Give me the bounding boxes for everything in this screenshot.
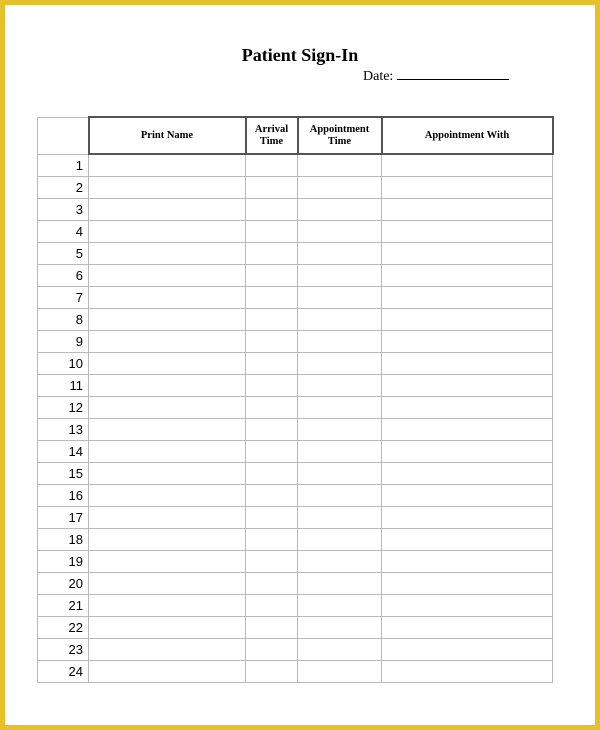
table-row [38, 463, 553, 485]
header-arrival-time [246, 117, 298, 154]
table-row [38, 441, 553, 463]
appointment-time-cell[interactable] [298, 529, 382, 551]
appointment-with-cell[interactable] [382, 617, 553, 639]
sign-in-table [37, 116, 554, 683]
table-row [38, 309, 553, 331]
appointment-with-cell[interactable] [382, 375, 553, 397]
appointment-time-cell[interactable] [298, 485, 382, 507]
row-number: 9 [38, 331, 89, 353]
table-row [38, 177, 553, 199]
print-name-cell[interactable] [89, 265, 246, 287]
table-row [38, 331, 553, 353]
table-row [38, 353, 553, 375]
table-row [38, 529, 553, 551]
arrival-time-cell[interactable] [246, 595, 298, 617]
print-name-cell[interactable] [89, 309, 246, 331]
print-name-cell[interactable] [89, 529, 246, 551]
appointment-with-cell[interactable] [382, 265, 553, 287]
table-row [38, 243, 553, 265]
appointment-time-cell[interactable] [298, 573, 382, 595]
sign-in-sheet [5, 5, 595, 725]
print-name-cell[interactable] [89, 485, 246, 507]
arrival-time-cell[interactable] [246, 221, 298, 243]
print-name-cell[interactable] [89, 177, 246, 199]
table-row [38, 265, 553, 287]
row-number: 5 [38, 243, 89, 265]
appointment-with-cell[interactable] [382, 243, 553, 265]
table-row [38, 595, 553, 617]
page-title: Patient Sign-In [241, 45, 359, 65]
print-name-cell[interactable] [89, 573, 246, 595]
row-number: 4 [38, 221, 89, 243]
appointment-time-cell[interactable] [298, 177, 382, 199]
arrival-time-cell[interactable] [246, 243, 298, 265]
header-line: Appointment [309, 123, 370, 135]
header-appointment-with [382, 117, 553, 154]
print-name-cell[interactable] [89, 154, 246, 177]
appointment-with-cell[interactable] [382, 485, 553, 507]
arrival-time-cell[interactable] [246, 331, 298, 353]
appointment-with-cell[interactable] [382, 463, 553, 485]
row-number: 16 [38, 485, 89, 507]
appointment-with-cell[interactable] [382, 419, 553, 441]
table-row [38, 551, 553, 573]
arrival-time-cell[interactable] [246, 154, 298, 177]
appointment-with-cell[interactable] [382, 529, 553, 551]
appointment-with-cell[interactable] [382, 154, 553, 177]
print-name-cell[interactable] [89, 397, 246, 419]
row-number-header [38, 117, 89, 154]
arrival-time-cell[interactable] [246, 661, 298, 683]
appointment-with-cell[interactable] [382, 221, 553, 243]
row-number: 1 [38, 154, 89, 177]
print-name-cell[interactable] [89, 243, 246, 265]
appointment-with-cell[interactable] [382, 661, 553, 683]
row-number: 10 [38, 353, 89, 375]
appointment-with-cell[interactable] [382, 353, 553, 375]
header-line: Print Name [140, 129, 194, 141]
appointment-time-cell[interactable] [298, 551, 382, 573]
print-name-cell[interactable] [89, 353, 246, 375]
row-number: 7 [38, 287, 89, 309]
arrival-time-cell[interactable] [246, 529, 298, 551]
date-blank-line[interactable] [397, 67, 509, 80]
table-row [38, 419, 553, 441]
date-field [363, 67, 509, 85]
arrival-time-cell[interactable] [246, 507, 298, 529]
row-number: 6 [38, 265, 89, 287]
print-name-cell[interactable] [89, 419, 246, 441]
print-name-cell[interactable] [89, 331, 246, 353]
appointment-with-cell[interactable] [382, 441, 553, 463]
appointment-time-cell[interactable] [298, 419, 382, 441]
appointment-time-cell[interactable] [298, 353, 382, 375]
appointment-time-cell[interactable] [298, 243, 382, 265]
arrival-time-cell[interactable] [246, 199, 298, 221]
row-number: 22 [38, 617, 89, 639]
row-number: 18 [38, 529, 89, 551]
appointment-time-cell[interactable] [298, 507, 382, 529]
header-line: Time [259, 135, 284, 147]
appointment-time-cell[interactable] [298, 639, 382, 661]
header-print-name [89, 117, 246, 154]
appointment-with-cell[interactable] [382, 507, 553, 529]
appointment-with-cell[interactable] [382, 177, 553, 199]
print-name-cell[interactable] [89, 661, 246, 683]
arrival-time-cell[interactable] [246, 287, 298, 309]
row-number: 21 [38, 595, 89, 617]
table-row [38, 661, 553, 683]
header-appointment-time [298, 117, 382, 154]
appointment-with-cell[interactable] [382, 551, 553, 573]
arrival-time-cell[interactable] [246, 265, 298, 287]
appointment-time-cell[interactable] [298, 265, 382, 287]
table-row [38, 485, 553, 507]
row-number: 19 [38, 551, 89, 573]
header-row [38, 117, 553, 154]
appointment-with-cell[interactable] [382, 309, 553, 331]
print-name-cell[interactable] [89, 441, 246, 463]
appointment-time-cell[interactable] [298, 309, 382, 331]
row-number: 8 [38, 309, 89, 331]
appointment-time-cell[interactable] [298, 617, 382, 639]
appointment-time-cell[interactable] [298, 375, 382, 397]
header-line: Appointment With [424, 129, 510, 141]
appointment-with-cell[interactable] [382, 199, 553, 221]
appointment-time-cell[interactable] [298, 595, 382, 617]
arrival-time-cell[interactable] [246, 551, 298, 573]
row-number: 14 [38, 441, 89, 463]
appointment-with-cell[interactable] [382, 573, 553, 595]
arrival-time-cell[interactable] [246, 397, 298, 419]
table-row [38, 617, 553, 639]
print-name-cell[interactable] [89, 375, 246, 397]
table-row [38, 573, 553, 595]
print-name-cell[interactable] [89, 463, 246, 485]
row-number: 17 [38, 507, 89, 529]
appointment-with-cell[interactable] [382, 397, 553, 419]
appointment-time-cell[interactable] [298, 463, 382, 485]
appointment-with-cell[interactable] [382, 595, 553, 617]
table-row [38, 154, 553, 177]
appointment-time-cell[interactable] [298, 397, 382, 419]
appointment-time-cell[interactable] [298, 661, 382, 683]
appointment-with-cell[interactable] [382, 639, 553, 661]
row-number: 3 [38, 199, 89, 221]
appointment-time-cell[interactable] [298, 154, 382, 177]
header-line: Arrival [254, 123, 289, 135]
appointment-time-cell[interactable] [298, 221, 382, 243]
row-number: 15 [38, 463, 89, 485]
table-row [38, 639, 553, 661]
appointment-with-cell[interactable] [382, 287, 553, 309]
row-number: 11 [38, 375, 89, 397]
arrival-time-cell[interactable] [246, 309, 298, 331]
sign-in-rows [38, 154, 553, 683]
print-name-cell[interactable] [89, 199, 246, 221]
appointment-time-cell[interactable] [298, 441, 382, 463]
print-name-cell[interactable] [89, 617, 246, 639]
arrival-time-cell[interactable] [246, 617, 298, 639]
header-line: Time [327, 135, 352, 147]
table-row [38, 221, 553, 243]
appointment-time-cell[interactable] [298, 199, 382, 221]
arrival-time-cell[interactable] [246, 353, 298, 375]
print-name-cell[interactable] [89, 507, 246, 529]
appointment-time-cell[interactable] [298, 287, 382, 309]
print-name-cell[interactable] [89, 551, 246, 573]
arrival-time-cell[interactable] [246, 485, 298, 507]
arrival-time-cell[interactable] [246, 573, 298, 595]
arrival-time-cell[interactable] [246, 419, 298, 441]
date-label: Date: [363, 69, 394, 84]
row-number: 20 [38, 573, 89, 595]
print-name-cell[interactable] [89, 287, 246, 309]
appointment-with-cell[interactable] [382, 331, 553, 353]
print-name-cell[interactable] [89, 595, 246, 617]
table-row [38, 199, 553, 221]
arrival-time-cell[interactable] [246, 463, 298, 485]
arrival-time-cell[interactable] [246, 639, 298, 661]
row-number: 12 [38, 397, 89, 419]
row-number: 13 [38, 419, 89, 441]
print-name-cell[interactable] [89, 221, 246, 243]
table-row [38, 375, 553, 397]
row-number: 24 [38, 661, 89, 683]
print-name-cell[interactable] [89, 639, 246, 661]
arrival-time-cell[interactable] [246, 441, 298, 463]
table-row [38, 287, 553, 309]
row-number: 2 [38, 177, 89, 199]
table-row [38, 507, 553, 529]
arrival-time-cell[interactable] [246, 177, 298, 199]
appointment-time-cell[interactable] [298, 331, 382, 353]
arrival-time-cell[interactable] [246, 375, 298, 397]
row-number: 23 [38, 639, 89, 661]
table-row [38, 397, 553, 419]
